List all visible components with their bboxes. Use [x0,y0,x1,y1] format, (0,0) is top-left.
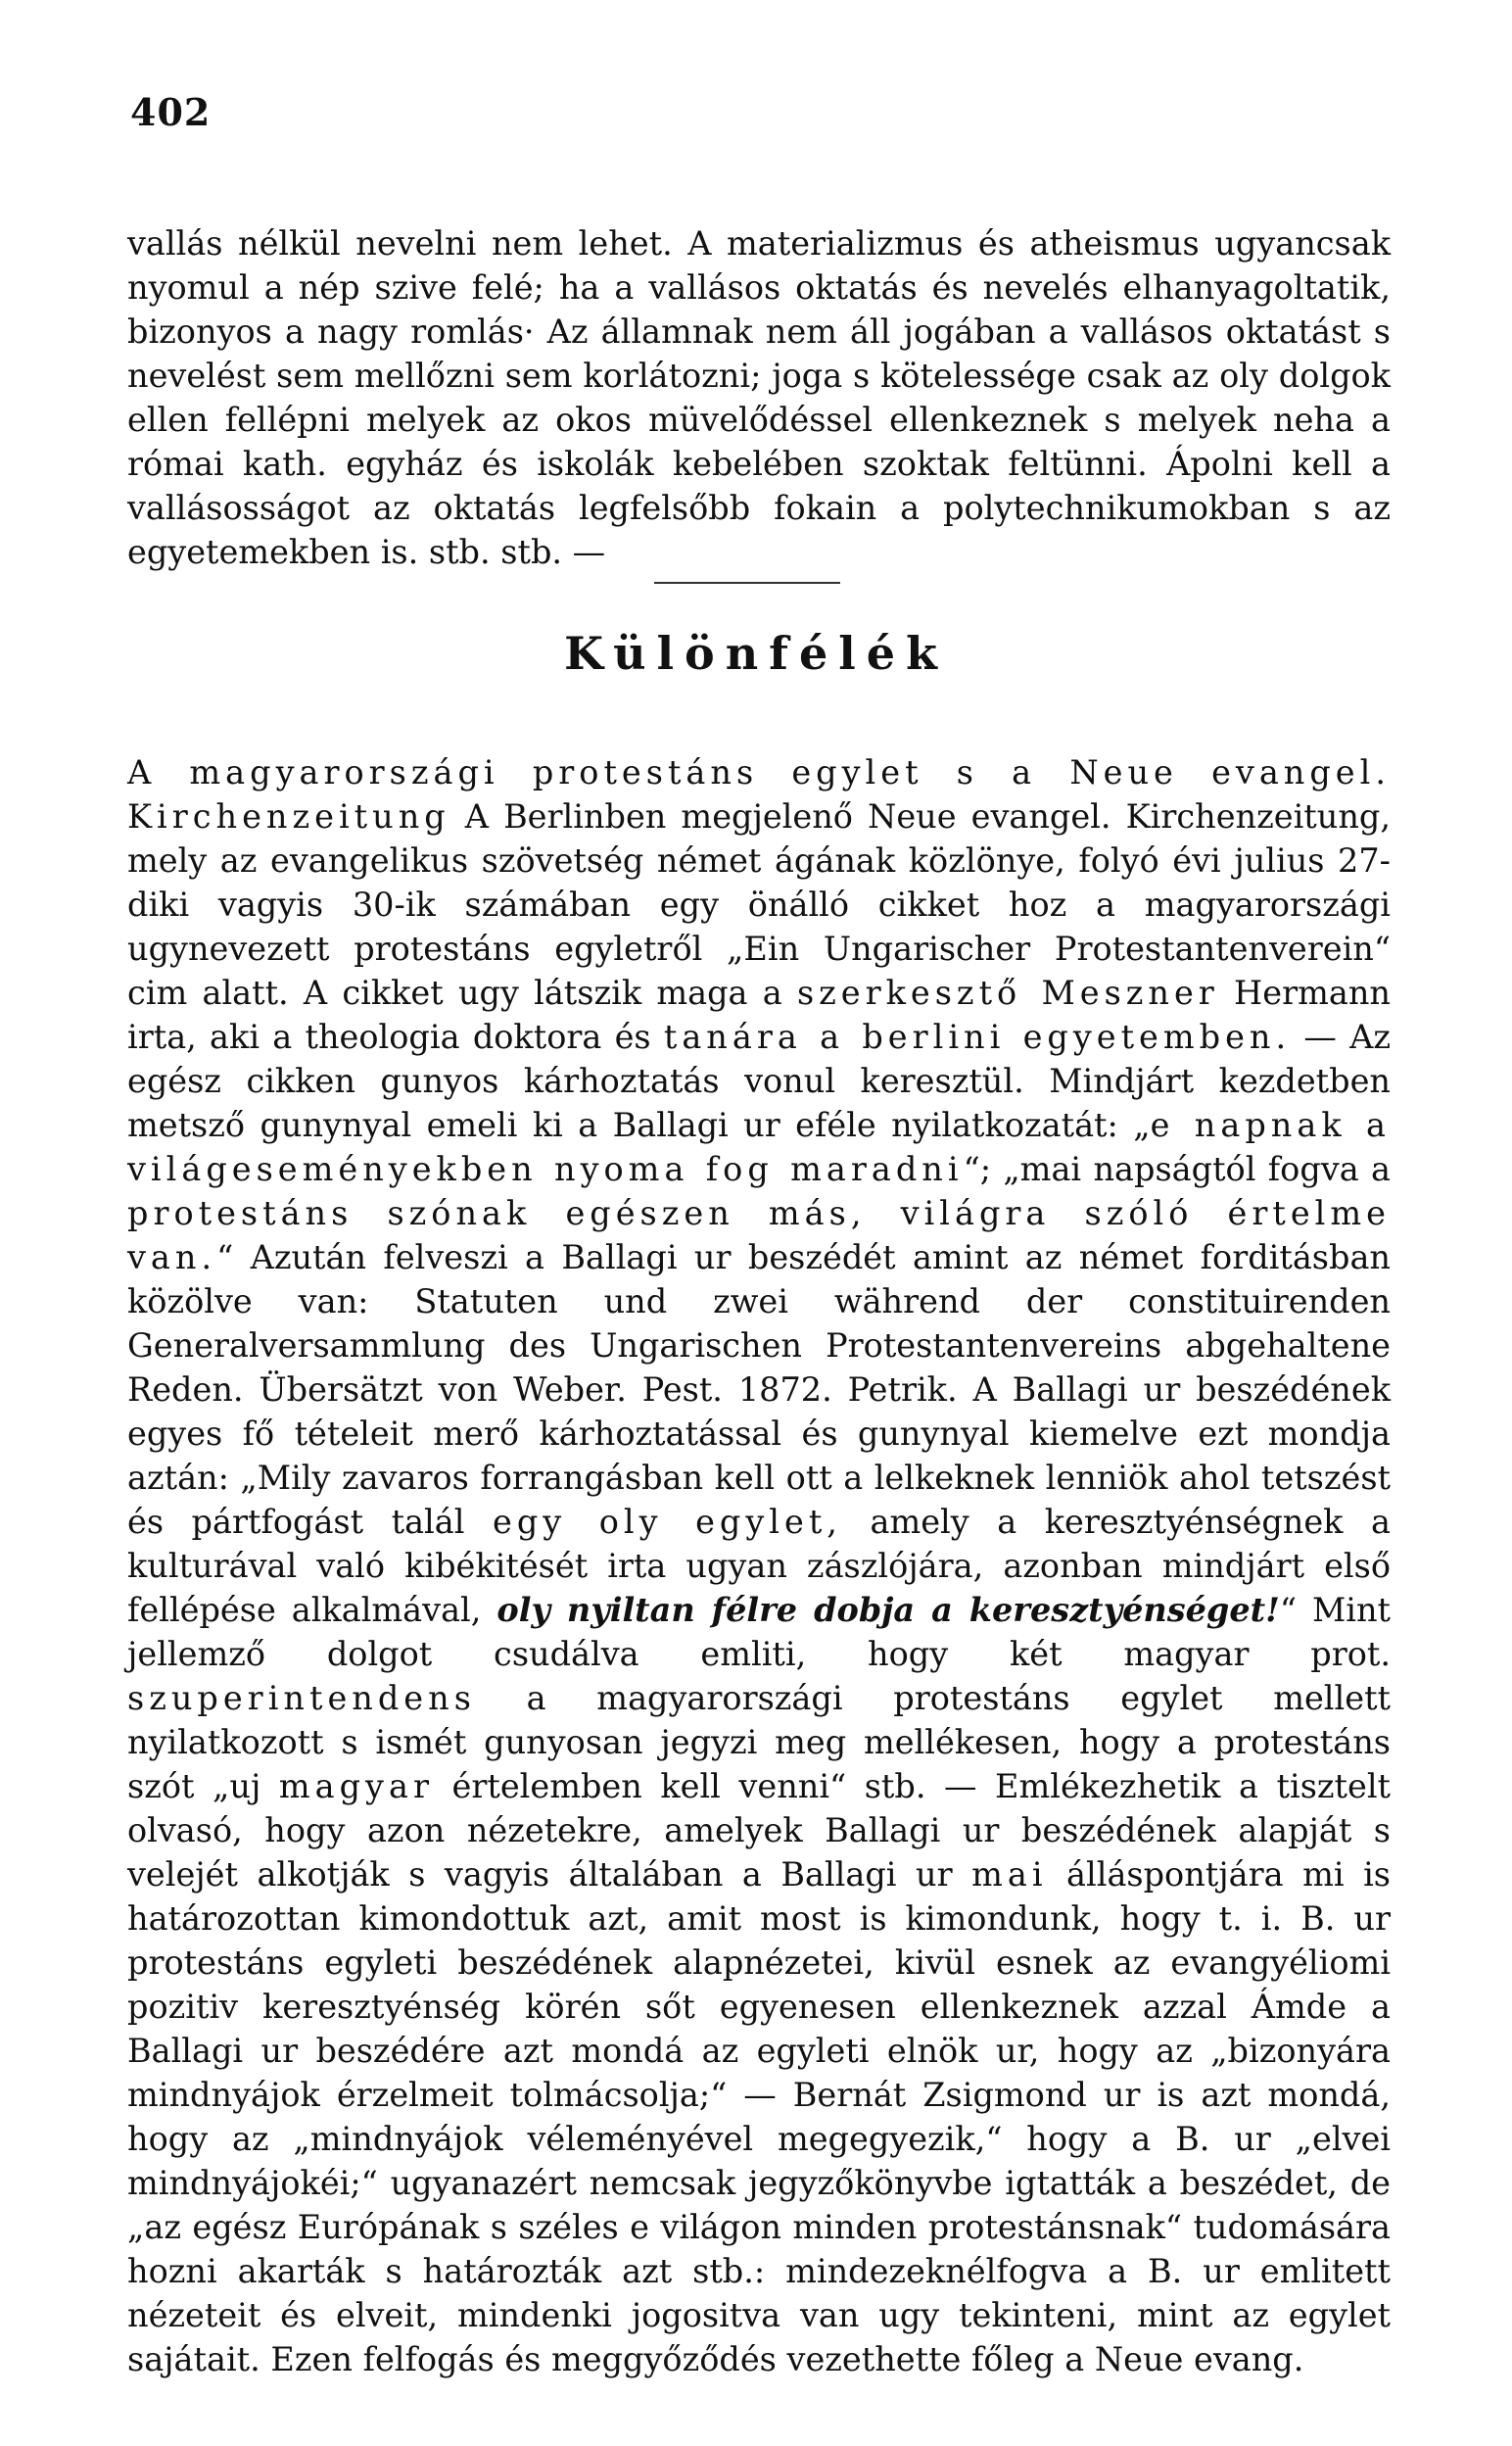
intro-paragraph: vallás nélkül nevelni nem lehet. A materializmus és atheismus ugyancsak nyomul a nép szive felé; ha a vallásos oktatás és nevelés elhanyagoltatik, bizonyos a nagy romlás· Az államnak nem áll jogában a vallásos oktatást s nevelést sem mellőzni sem korlátozni; joga s kötelessége csak az oly dolgok ellen fellépni melyek az okos müvelődéssel ellenkeznek s melyek neha a római kath. egyház és iskolák kebelében szoktak feltünni. Ápolni kell a vallásosságot az oktatás legfelsőbb fokain a polytechnikumokban s az egyetemekben is. stb. stb. — [127,223,1391,571]
article-text-10: álláspontjára mi is határozottan kimondottuk azt, amit most is kimondunk, hogy t. i. B. ur protestáns egyleti beszédének alapnézetei, kivül esnek az evangyéliomi pozitiv keresztyénség körén sőt egyenesen ellenkeznek azzal Ámde a Ballagi ur beszédére azt mondá az egyleti elnök ur, hogy az „bizonyára mindnyájok érzelmeit tolmácsolja;“ — Bernát Zsigmond ur is azt mondá, hogy az „mindnyájok véleményével megegyezik,“ hogy a B. ur „elvei mindnyájokéi;“ ugyanazért nemcsak jegyzőkönyvbe igtatták a beszédet, de „az egész Európának s széles e világon minden protestánsnak“ tudomására hozni akarták s határozták azt stb.: mindezeknélfogva a B. ur emlitett nézeteit és elveit, mindenki jogositva van ugy tekinteni, mint az egylet sajátait. Ezen felfogás és meggyőződés vezethette főleg a Neue evang. [127,1854,1391,2378]
article-text-8: a magyarországi protestáns egylet mellett nyilatkozott s ismét gunyosan jegyzi meg mellékesen, hogy a protestáns szót „uj [127,1678,1391,1805]
article-text-9: értelemben kell venni“ stb. — Emlékezhetik a tisztelt olvasó, hogy azon nézetekre, amelyek Ballagi ur beszédének alapját s velejét alkotják s vagyis általában a Ballagi ur [127,1766,1391,1894]
article-text-3: — Az egész cikken gunyos kárhoztatás vonul keresztül. Mindjárt kezdetben metsző gunynyal emeli ki a Ballagi ur eféle nyilatkozatát: „ [127,1017,1391,1144]
section-heading: Különfélék [564,627,948,680]
article-text-5: “ Azután felveszi a Ballagi ur beszédét amint az német forditásban közölve van: Statuten und zwei während der constituirenden Generalversammlung des Ungarischen Protestantenvereins abgehaltene Reden. Übersätzt von Weber. Pest. 1872. Petrik. A Ballagi ur beszédének egyes fő tételeit merő kárhoztatással és gunynyal kiemelve ezt mondja aztán: „Mily zavaros forrangásban kell ott a lelkeknek lenniök ahol tetszést és pártfogást talál [127,1237,1391,1541]
emphasis-professor: tanára a berlini egyetemben. [663,1017,1292,1056]
emphasis-quote-1: e napnak a világeseményekben nyoma fog maradni [127,1105,1392,1188]
article-text-6: amely a keresztyénségnek a kulturával való kibékitését irta ugyan zászlójára, azonban mindjárt első fellépése alkalmával, [127,1502,1391,1629]
emphasis-bold-italic: oly nyiltan félre dobja a keresztyénséget! [496,1590,1280,1629]
article-title-spaced: A magyarországi protestáns egylet s a Neue evangel. Kirchenzeitung [127,752,1391,836]
article-paragraph [127,750,1391,2381]
article-text-2: Hermann irta, aki a theologia doktora és [127,973,1391,1056]
emphasis-egylet: egy oly egylet, [493,1502,842,1541]
emphasis-editor-name: szerkesztő Meszner [796,973,1219,1012]
article-text-1: A Berlinben megjelenő Neue evangel. Kirchenzeitung, mely az evangelikus szövetség német ágának közlönye, folyó évi julius 27-diki vagyis 30-ik számában egy önálló cikket hoz a magyarországi ugynevezett protestáns egyletről „Ein Ungarischer Protestantenverein“ cim alatt. A cikket ugy látszik maga a [127,796,1391,1012]
emphasis-magyar: magyar [278,1766,434,1805]
emphasis-mai: mai [971,1854,1048,1894]
section-divider [654,582,840,584]
article-text-7: “ Mint jellemző dolgot csudálva emliti, hogy két magyar prot. [127,1590,1392,1673]
page-number: 402 [130,90,212,134]
article-text-4: “; „mai napságtól fogva a [963,1149,1391,1188]
emphasis-superintendent: szuperintendens [127,1678,476,1717]
emphasis-quote-2: protestáns szónak egészen más, világra szóló értelme van. [127,1193,1391,1276]
